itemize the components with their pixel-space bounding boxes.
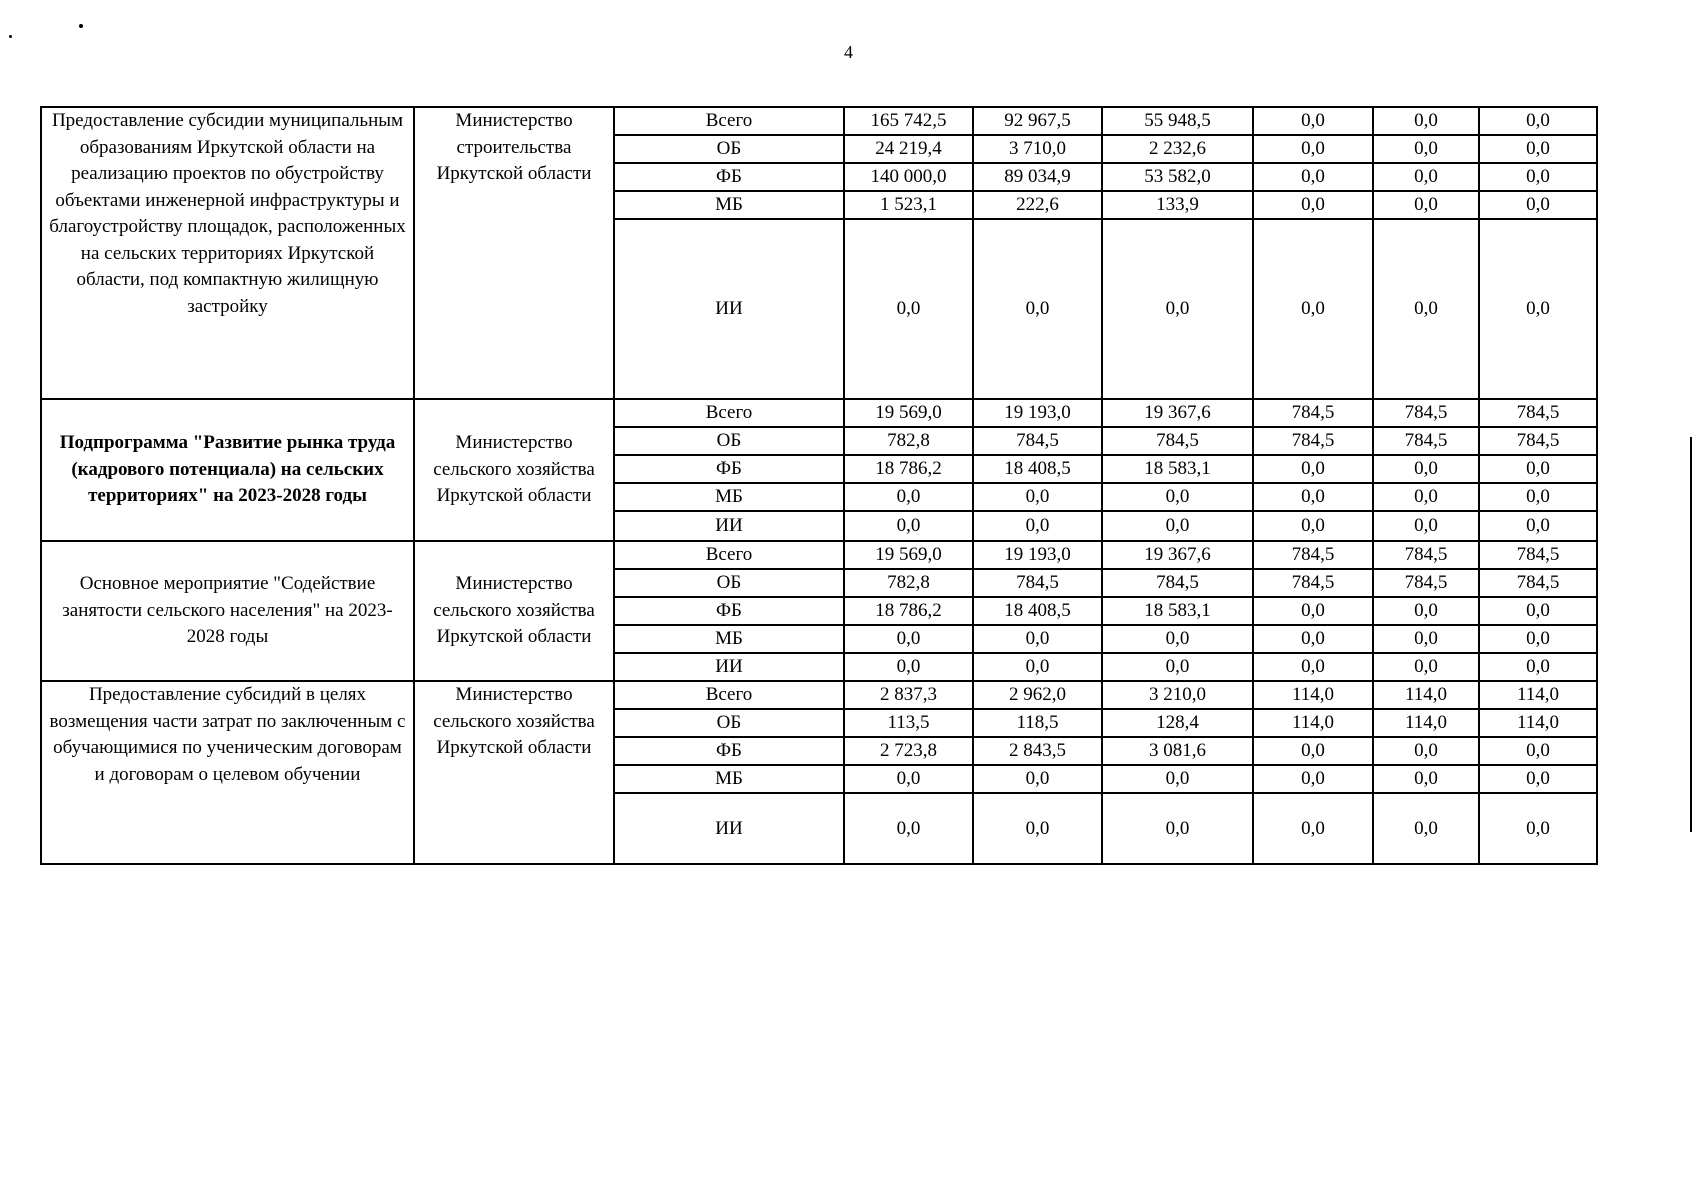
scan-speck — [79, 24, 83, 28]
amount-cell: 0,0 — [1479, 597, 1597, 625]
amount-cell: 133,9 — [1102, 191, 1253, 219]
activity-name-cell: Предоставление субсидий в целях возмещения части затрат по заключенным с обучающимися по ученическим договорам и договорам о целевом обучении — [41, 681, 414, 864]
amount-cell: 18 408,5 — [973, 597, 1102, 625]
amount-cell: 18 786,2 — [844, 455, 973, 483]
amount-cell: 0,0 — [1479, 511, 1597, 541]
amount-cell: 0,0 — [1102, 219, 1253, 399]
amount-cell: 0,0 — [1253, 597, 1373, 625]
amount-cell: 0,0 — [844, 219, 973, 399]
table-row — [41, 107, 1597, 135]
activity-name-cell: Основное мероприятие "Содействие занятости сельского населения" на 2023- 2028 годы — [41, 541, 414, 681]
amount-cell: 784,5 — [1479, 569, 1597, 597]
amount-cell: 18 786,2 — [844, 597, 973, 625]
amount-cell: 114,0 — [1479, 681, 1597, 709]
responsible-executor-cell: Министерство сельского хозяйства Иркутской области — [414, 681, 614, 864]
amount-cell: 0,0 — [973, 625, 1102, 653]
amount-cell: 0,0 — [1479, 455, 1597, 483]
amount-cell: 784,5 — [1479, 427, 1597, 455]
funding-source-cell: ФБ — [614, 737, 844, 765]
amount-cell: 3 210,0 — [1102, 681, 1253, 709]
amount-cell: 0,0 — [1479, 135, 1597, 163]
amount-cell: 0,0 — [1102, 625, 1253, 653]
amount-cell: 0,0 — [1253, 191, 1373, 219]
amount-cell: 784,5 — [1102, 427, 1253, 455]
amount-cell: 0,0 — [1253, 793, 1373, 864]
funding-source-cell: ФБ — [614, 455, 844, 483]
amount-cell: 0,0 — [1102, 793, 1253, 864]
amount-cell: 784,5 — [1253, 427, 1373, 455]
amount-cell: 784,5 — [1373, 399, 1479, 427]
amount-cell: 0,0 — [1253, 511, 1373, 541]
amount-cell: 114,0 — [1373, 681, 1479, 709]
amount-cell: 0,0 — [1253, 737, 1373, 765]
amount-cell: 2 723,8 — [844, 737, 973, 765]
amount-cell: 140 000,0 — [844, 163, 973, 191]
scan-edge-line — [1690, 437, 1692, 832]
amount-cell: 784,5 — [1102, 569, 1253, 597]
responsible-executor-cell: Министерство сельского хозяйства Иркутской области — [414, 541, 614, 681]
amount-cell: 165 742,5 — [844, 107, 973, 135]
amount-cell: 114,0 — [1479, 709, 1597, 737]
table-row — [41, 399, 1597, 427]
amount-cell: 53 582,0 — [1102, 163, 1253, 191]
amount-cell: 18 408,5 — [973, 455, 1102, 483]
amount-cell: 0,0 — [1373, 737, 1479, 765]
activity-name-cell: Подпрограмма "Развитие рынка труда (кадрового потенциала) на сельских территориях" на 2023-2028 годы — [41, 399, 414, 541]
amount-cell: 0,0 — [1479, 653, 1597, 681]
amount-cell: 0,0 — [1479, 191, 1597, 219]
amount-cell: 128,4 — [1102, 709, 1253, 737]
amount-cell: 3 710,0 — [973, 135, 1102, 163]
amount-cell: 0,0 — [1479, 625, 1597, 653]
amount-cell: 0,0 — [1253, 653, 1373, 681]
amount-cell: 19 569,0 — [844, 541, 973, 569]
amount-cell: 784,5 — [1253, 541, 1373, 569]
amount-cell: 784,5 — [973, 427, 1102, 455]
amount-cell: 784,5 — [1253, 569, 1373, 597]
amount-cell: 784,5 — [973, 569, 1102, 597]
funding-source-cell: Всего — [614, 541, 844, 569]
amount-cell: 784,5 — [1253, 399, 1373, 427]
amount-cell: 0,0 — [973, 483, 1102, 511]
amount-cell: 222,6 — [973, 191, 1102, 219]
amount-cell: 0,0 — [1373, 107, 1479, 135]
amount-cell: 0,0 — [844, 625, 973, 653]
activity-name-cell: Предоставление субсидии муниципальным образованиям Иркутской области на реализацию проектов по обустройству объектами инженерной инфраструктуры и благоустройству площадок, расположенных на сельских территориях Иркутской области, под компактную жилищную застройку — [41, 107, 414, 399]
amount-cell: 114,0 — [1253, 681, 1373, 709]
amount-cell: 0,0 — [1479, 163, 1597, 191]
funding-source-cell: ОБ — [614, 709, 844, 737]
amount-cell: 0,0 — [1479, 765, 1597, 793]
funding-source-cell: МБ — [614, 483, 844, 511]
amount-cell: 0,0 — [1479, 483, 1597, 511]
amount-cell: 0,0 — [1373, 653, 1479, 681]
funding-source-cell: ОБ — [614, 427, 844, 455]
amount-cell: 0,0 — [973, 511, 1102, 541]
amount-cell: 114,0 — [1373, 709, 1479, 737]
amount-cell: 0,0 — [1479, 219, 1597, 399]
amount-cell: 19 367,6 — [1102, 399, 1253, 427]
funding-source-cell: ИИ — [614, 511, 844, 541]
amount-cell: 24 219,4 — [844, 135, 973, 163]
amount-cell: 0,0 — [973, 653, 1102, 681]
amount-cell: 0,0 — [1373, 191, 1479, 219]
amount-cell: 0,0 — [1373, 511, 1479, 541]
funding-source-cell: Всего — [614, 399, 844, 427]
amount-cell: 784,5 — [1373, 541, 1479, 569]
amount-cell: 0,0 — [844, 483, 973, 511]
funding-source-cell: ФБ — [614, 597, 844, 625]
amount-cell: 114,0 — [1253, 709, 1373, 737]
table-row — [41, 681, 1597, 709]
funding-source-cell: Всего — [614, 681, 844, 709]
page-number: 4 — [844, 42, 853, 62]
funding-source-cell: МБ — [614, 765, 844, 793]
amount-cell: 2 962,0 — [973, 681, 1102, 709]
funding-source-cell: ИИ — [614, 219, 844, 399]
amount-cell: 0,0 — [1253, 765, 1373, 793]
amount-cell: 0,0 — [1479, 107, 1597, 135]
funding-source-cell: ОБ — [614, 135, 844, 163]
amount-cell: 19 367,6 — [1102, 541, 1253, 569]
amount-cell: 0,0 — [1373, 625, 1479, 653]
amount-cell: 0,0 — [1373, 163, 1479, 191]
amount-cell: 0,0 — [1253, 107, 1373, 135]
amount-cell: 0,0 — [1373, 219, 1479, 399]
funding-source-cell: Всего — [614, 107, 844, 135]
scan-speck — [9, 35, 12, 38]
amount-cell: 0,0 — [1253, 219, 1373, 399]
amount-cell: 0,0 — [1253, 163, 1373, 191]
amount-cell: 0,0 — [844, 765, 973, 793]
table-row — [41, 541, 1597, 569]
amount-cell: 0,0 — [1373, 765, 1479, 793]
funding-source-cell: ИИ — [614, 793, 844, 864]
amount-cell: 0,0 — [1373, 597, 1479, 625]
amount-cell: 1 523,1 — [844, 191, 973, 219]
funding-source-cell: МБ — [614, 625, 844, 653]
amount-cell: 0,0 — [1373, 455, 1479, 483]
amount-cell: 784,5 — [1479, 541, 1597, 569]
amount-cell: 0,0 — [973, 793, 1102, 864]
amount-cell: 784,5 — [1479, 399, 1597, 427]
responsible-executor-cell: Министерство строительства Иркутской области — [414, 107, 614, 399]
funding-source-cell: МБ — [614, 191, 844, 219]
amount-cell: 2 232,6 — [1102, 135, 1253, 163]
amount-cell: 2 837,3 — [844, 681, 973, 709]
funding-source-cell: ОБ — [614, 569, 844, 597]
amount-cell: 3 081,6 — [1102, 737, 1253, 765]
amount-cell: 0,0 — [1253, 135, 1373, 163]
amount-cell: 0,0 — [844, 511, 973, 541]
amount-cell: 782,8 — [844, 569, 973, 597]
amount-cell: 19 193,0 — [973, 399, 1102, 427]
amount-cell: 18 583,1 — [1102, 597, 1253, 625]
amount-cell: 0,0 — [1373, 483, 1479, 511]
amount-cell: 19 569,0 — [844, 399, 973, 427]
amount-cell: 0,0 — [844, 653, 973, 681]
amount-cell: 782,8 — [844, 427, 973, 455]
amount-cell: 18 583,1 — [1102, 455, 1253, 483]
amount-cell: 0,0 — [1102, 653, 1253, 681]
responsible-executor-cell: Министерство сельского хозяйства Иркутской области — [414, 399, 614, 541]
amount-cell: 0,0 — [1102, 483, 1253, 511]
amount-cell: 2 843,5 — [973, 737, 1102, 765]
amount-cell: 19 193,0 — [973, 541, 1102, 569]
amount-cell: 0,0 — [1373, 793, 1479, 864]
funding-table — [40, 106, 1598, 865]
funding-source-cell: ФБ — [614, 163, 844, 191]
amount-cell: 0,0 — [844, 793, 973, 864]
amount-cell: 0,0 — [973, 765, 1102, 793]
amount-cell: 0,0 — [1479, 737, 1597, 765]
amount-cell: 118,5 — [973, 709, 1102, 737]
amount-cell: 92 967,5 — [973, 107, 1102, 135]
amount-cell: 0,0 — [1253, 483, 1373, 511]
amount-cell: 113,5 — [844, 709, 973, 737]
amount-cell: 0,0 — [973, 219, 1102, 399]
amount-cell: 0,0 — [1102, 765, 1253, 793]
amount-cell: 0,0 — [1373, 135, 1479, 163]
amount-cell: 784,5 — [1373, 427, 1479, 455]
amount-cell: 0,0 — [1253, 455, 1373, 483]
funding-source-cell: ИИ — [614, 653, 844, 681]
amount-cell: 55 948,5 — [1102, 107, 1253, 135]
amount-cell: 89 034,9 — [973, 163, 1102, 191]
amount-cell: 0,0 — [1479, 793, 1597, 864]
amount-cell: 0,0 — [1102, 511, 1253, 541]
amount-cell: 0,0 — [1253, 625, 1373, 653]
amount-cell: 784,5 — [1373, 569, 1479, 597]
